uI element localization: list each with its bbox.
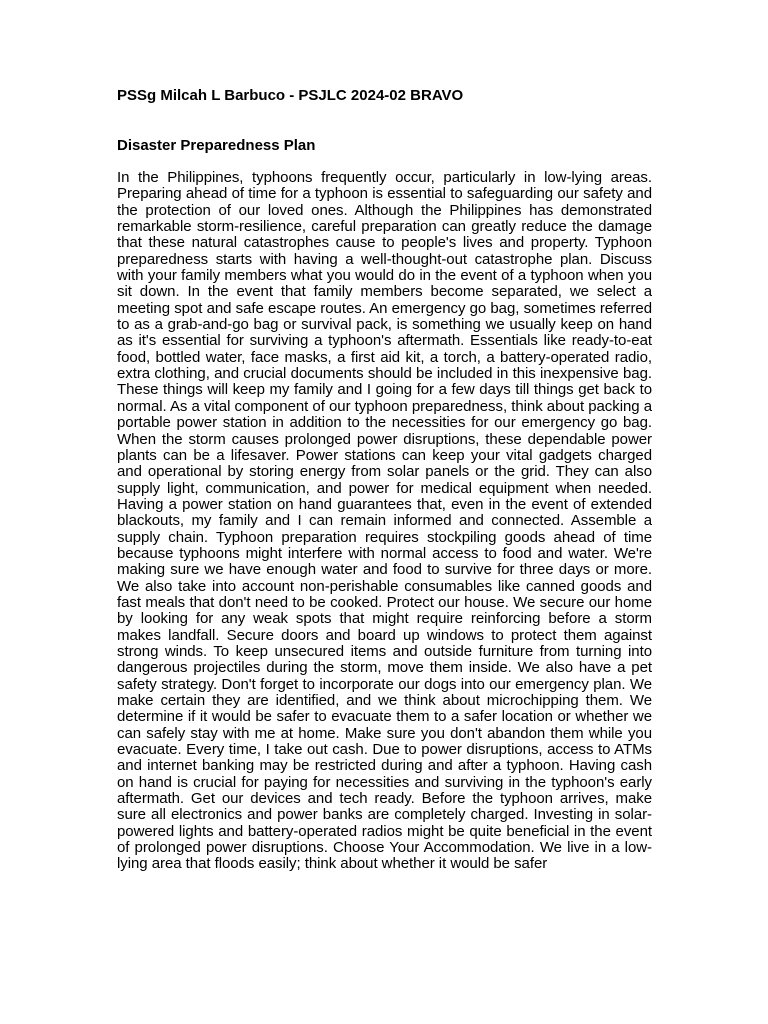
body-paragraph: In the Philippines, typhoons frequently occur, particularly in low-lying areas. Preparing ahead of time for a typhoon is essential to safeguarding our safety and the protection of our loved ones. Although the Philippines has demonstrated remarkable storm-resilience, careful preparation can greatly reduce the damage that these natural catastrophes cause to people's lives and property. Typhoon preparedness starts with having a well-thought-out catastrophe plan. Discuss with your family members what you would do in the event of a typhoon when you sit down. In the event that family members become separated, we select a meeting spot and safe escape routes. An emergency go bag, sometimes referred to as a grab-and-go bag or survival pack, is something we usually keep on hand as it's essential for surviving a typhoon's aftermath. Essentials like ready-to-eat food, bottled water, face masks, a first aid kit, a torch, a battery-operated radio, extra clothing, and crucial documents should be included in this inexpensive bag. These things will keep my family and I going for a few days till things get back to normal. As a vital component of our typhoon preparedness, think about packing a portable power station in addition to the necessities for our emergency go bag. When the storm causes prolonged power disruptions, these dependable power plants can be a lifesaver. Power stations can keep your vital gadgets charged and operational by storing energy from solar panels or the grid. They can also supply light, communication, and power for medical equipment when needed. Having a power station on hand guarantees that, even in the event of extended blackouts, my family and I can remain informed and connected. Assemble a supply chain. Typhoon preparation requires stockpiling goods ahead of time because typhoons might interfere with normal access to food and water. We're making sure we have enough water and food to survive for three days or more. We also take into account non-perishable consumables like canned goods and fast meals that don't need to be cooked. Protect our house. We secure our home by looking for any weak spots that might require reinforcing before a storm makes landfall. Secure doors and board up windows to protect them against strong winds. To keep unsecured items and outside furniture from turning into dangerous projectiles during the storm, move them inside. We also have a pet safety strategy. Don't forget to incorporate our dogs into our emergency plan. We make certain they are identified, and we think about microchipping them. We determine if it would be safer to evacuate them to a safer location or whether we can safely stay with me at home. Make sure you don't abandon them while you evacuate. Every time, I take out cash. Due to power disruptions, access to ATMs and internet banking may be restricted during and after a typhoon. Having cash on hand is crucial for paying for necessities and surviving in the typhoon's early aftermath. Get our devices and tech ready. Before the typhoon arrives, make sure all electronics and power banks are completely charged. Investing in solar-powered lights and battery-operated radios might be quite beneficial in the event of prolonged power disruptions. Choose Your Accommodation. We live in a low-lying area that floods easily; think about whether it would be safer [117, 170, 652, 873]
author-header: PSSg Milcah L Barbuco - PSJLC 2024-02 BRAVO [117, 87, 464, 104]
document-title: Disaster Preparedness Plan [117, 137, 316, 154]
